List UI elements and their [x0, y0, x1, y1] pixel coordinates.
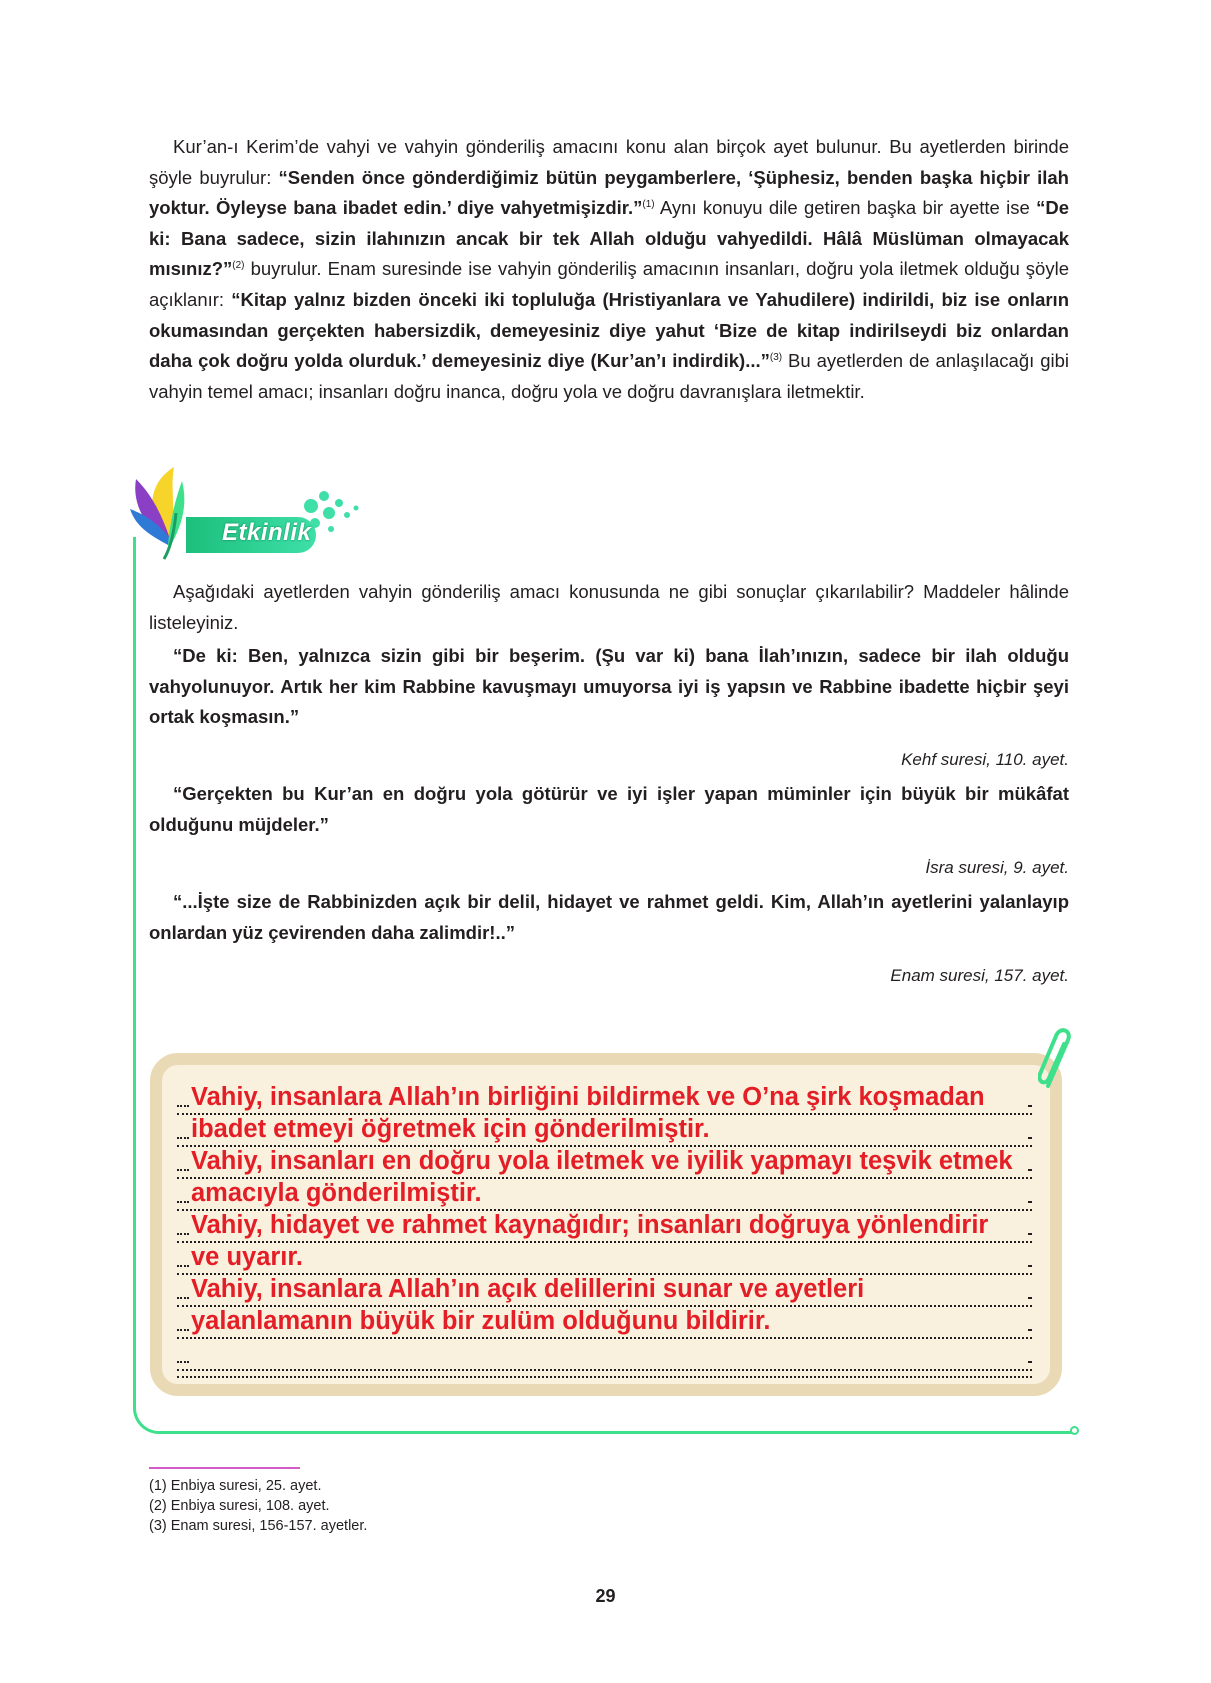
answer-line: Vahiy, hidayet ve rahmet kaynağıdır; insanları doğruya yönlendirir	[191, 1211, 989, 1239]
footnote-ref-3: (3)	[769, 352, 783, 364]
frame-end-dot	[1070, 1426, 1079, 1435]
intro-text-1: Kur’an-ı Kerim’de vahyi ve vahyin gönderiliş amacını konu alan birçok ayet bulunur. Bu ayetlerden birinde şöyle buyrulur:	[149, 136, 1069, 188]
footnote-2: (2) Enbiya suresi, 108. ayet.	[149, 1498, 330, 1514]
answer-dotted-line	[177, 1243, 1032, 1275]
quote-enam-157: “...İşte size de Rabbinizden açık bir delil, hidayet ve rahmet geldi. Kim, Allah’ın ayetlerini yalanlayıp onlardan yüz çevirenden daha zalimdir!..”	[149, 891, 1069, 943]
footnote-ref-1: (1)	[642, 199, 655, 211]
quote-source-enam: Enam suresi, 157. ayet.	[890, 966, 1069, 985]
quote-source-isra: İsra suresi, 9. ayet.	[925, 858, 1069, 877]
intro-text-3: buyrulur. Enam suresinde ise vahyin gönderiliş amacının insanları, doğru yola iletmek olduğu şöyle açıklanır:	[149, 258, 1069, 310]
answer-line: amacıyla gönderilmiştir.	[191, 1179, 482, 1207]
answer-line: ve uyarır.	[191, 1243, 303, 1271]
footnote-rule	[149, 1467, 300, 1469]
quote-enam-156: “Kitap yalnız bizden önceki iki topluluğa (Hristiyanlara ve Yahudilere) indirildi, biz ise onların okumasından gerçekten habersizdik, demeyesiniz diye yahut ‘Bize de kitap indirilseydi biz onlardan daha çok doğru yolda olurduk.’ demeyesiniz diye (Kur’an’ı indirdik)...”	[149, 288, 1069, 372]
answer-dotted-line	[177, 1339, 1032, 1371]
footnote-ref-2: (2)	[232, 260, 245, 272]
intro-paragraph	[149, 132, 1069, 407]
quote-enbiya-25: “Senden önce gönderdiğimiz bütün peygamberlere, ‘Şüphesiz, benden başka hiçbir ilah yoktur. Öyleyse bana ibadet edin.’ diye vahyetmişizdir.”	[149, 166, 1069, 219]
answer-dotted-line	[177, 1376, 1032, 1378]
quote-enbiya-108: “De ki: Bana sadece, sizin ilahınızın ancak bir tek Allah olduğu vahyedildi. Hâlâ Müslüman olmayacak mısınız?”	[149, 197, 1069, 280]
activity-instruction: Aşağıdaki ayetlerden vahyin gönderiliş amacı konusunda ne gibi sonuçlar çıkarılabilir? Maddeler hâlinde listeleyiniz.	[149, 581, 1069, 633]
page-number: 29	[595, 1586, 616, 1606]
answer-line: ibadet etmeyi öğretmek için gönderilmiştir.	[191, 1115, 710, 1143]
quote-source-kehf: Kehf suresi, 110. ayet.	[901, 750, 1069, 769]
answer-line: Vahiy, insanlara Allah’ın birliğini bildirmek ve O’na şirk koşmadan	[191, 1083, 985, 1111]
answer-line: Vahiy, insanlara Allah’ın açık delillerini sunar ve ayetleri	[191, 1275, 865, 1303]
quote-isra-9: “Gerçekten bu Kur’an en doğru yola götürür ve iyi işler yapan müminler için büyük bir mükâfat olduğunu müjdeler.”	[149, 783, 1069, 835]
paperclip-icon	[1038, 1028, 1078, 1090]
quote-kehf-110: “De ki: Ben, yalnızca sizin gibi bir beşerim. (Şu var ki) bana İlah’ınızın, sadece bir ilah olduğu vahyolunuyor. Artık her kim Rabbine kavuşmayı umuyorsa iyi iş yapsın ve Rabbine ibadette hiçbir şeyi ortak koşmasın.”	[149, 645, 1069, 728]
answer-line: Vahiy, insanları en doğru yola iletmek ve iyilik yapmayı teşvik etmek	[191, 1147, 1013, 1175]
footnote-1: (1) Enbiya suresi, 25. ayet.	[149, 1478, 322, 1494]
activity-badge-label: Etkinlik	[222, 519, 312, 546]
answer-line: yalanlamanın büyük bir zulüm olduğunu bildirir.	[191, 1307, 771, 1335]
footnote-3: (3) Enam suresi, 156-157. ayetler.	[149, 1518, 368, 1534]
intro-text-4: Bu ayetlerden de anlaşılacağı gibi vahyin temel amacı; insanları doğru inanca, doğru yola ve doğru davranışlara iletmektir.	[149, 350, 1069, 402]
intro-text-2: Aynı konuyu dile getiren başka bir ayette ise	[654, 197, 1037, 219]
